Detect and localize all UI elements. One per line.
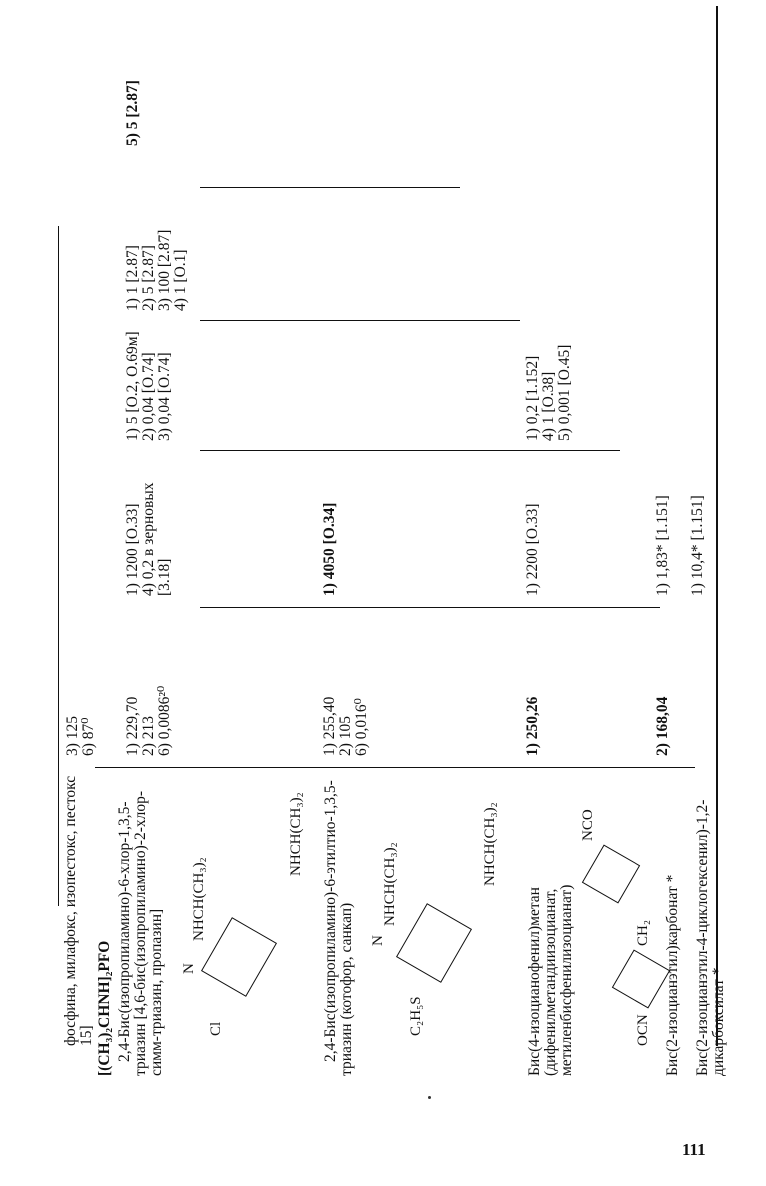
row5-tox: 1) 2200 [O.33]	[524, 503, 541, 596]
row4-props: 1) 255,40 2) 105 6) 0,016⁰	[321, 696, 370, 756]
propazin-structure	[173, 776, 323, 1036]
struct3-nco: NCO	[580, 809, 596, 841]
cotofor-structure	[360, 776, 510, 1036]
row7-tox: 1) 10,4* [1.151]	[689, 495, 706, 596]
row5-props: 1) 250,26	[524, 696, 541, 756]
row6-props: 2) 168,04	[654, 696, 671, 756]
row5-name: Бис(4-изоцианофенил)метан (дифенилметандиизоцианат, метиленбисфенилизоцианат)	[526, 884, 575, 1076]
row7-name: Бис(2-изоцианэтил-4-циклогексенил)-1,2-дикарбоксилат *	[694, 799, 727, 1076]
struct1-cl: Cl	[208, 1021, 224, 1036]
row1-name: фосфина, милафокс, изопестокс, пестокс 15]	[62, 775, 95, 1046]
row1-props: 3) 125 6) 87⁰	[64, 715, 97, 756]
struct2-n-top: N	[370, 935, 386, 946]
struct3-ocn: OCN	[635, 1014, 651, 1046]
row3-water: 1) 5 [O.2, O.69м] 2) 0,04 [O.74] 3) 0,04 [O.74]	[124, 331, 173, 441]
struct2-nhch-top: NHCH(CH₃)₂	[382, 842, 398, 926]
struct2-ets: C₂H₅S	[408, 996, 424, 1036]
row6-name: Бис(2-изоцианэтил)карбонат *	[664, 874, 681, 1076]
row6-tox: 1) 1,83* [1.151]	[654, 495, 671, 596]
row3-name: 2,4-Бис(изопропиламино)-6-хлор-1,3,5-триазин [4,6-бис(изопропиламино)-2-хлор-симм-триазин, пропазин]	[116, 790, 165, 1076]
row5-water: 1) 0,2 [1.152] 4) 1 [O.38] 5) 0,001 [O.45]	[524, 344, 573, 441]
row3-tox: 1) 1200 [O.33] 4) 0,2 в зерновых [3.18]	[124, 482, 173, 596]
row3-props: 1) 229,70 2) 213 6) 0,0086²⁰	[124, 685, 173, 756]
page-number: 111	[682, 1140, 706, 1159]
struct3-ring-right	[582, 844, 640, 903]
struct3-ring-left	[612, 949, 670, 1008]
row4-tox: 1) 4050 [O.34]	[321, 502, 338, 596]
row2-formula: [(CH₃)₂CHNH]₂PFO	[96, 940, 113, 1076]
struct3-ch2: CH₂	[635, 919, 651, 946]
struct1-ring	[201, 917, 277, 997]
scan-speck	[428, 1096, 431, 1099]
row4-name: 2,4-Бис(изопропиламино)-6-этилтио-1,3,5-триазин (котофор, санкап)	[322, 780, 355, 1076]
row1-soil: 5) 5 [2.87]	[124, 80, 141, 146]
row3-air: 1) 1 [2.87] 2) 5 [2.87] 3) 100 [2.87] 4) 1 [O.1]	[124, 229, 189, 311]
struct1-nhch-bottom: NHCH(CH₃)₂	[288, 792, 304, 876]
struct1-n-top: N	[181, 963, 197, 974]
struct1-nhch-top: NHCH(CH₃)₂	[191, 857, 207, 941]
struct2-ring	[396, 903, 472, 983]
struct2-nhch-bottom: NHCH(CH₃)₂	[482, 802, 498, 886]
